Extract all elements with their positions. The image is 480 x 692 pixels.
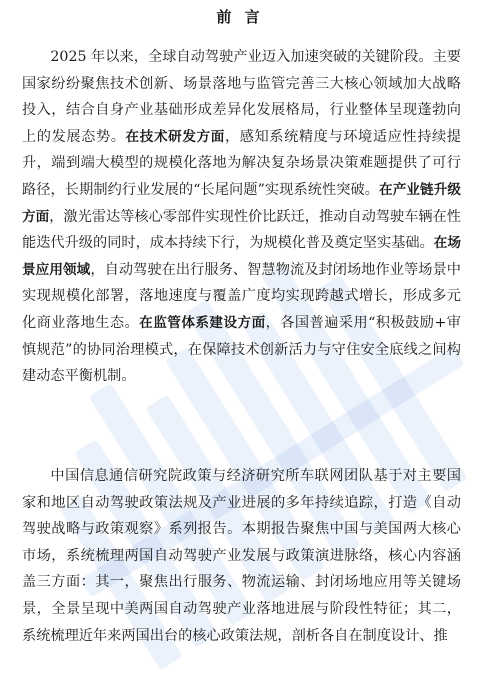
paragraph-text: ，感知系统精度与环境适应性持续提升，端到端大模型的规模化落地为解决复杂场景决策难题提供了可行路径，长期制约行业发展的“长尾问题”实现系统性突破。 [22,128,461,198]
section-heading-inline: 在产业链升级方面 [22,181,461,225]
paragraph [22,463,461,649]
paragraph-text: 中国信息通信研究院政策与经济研究所车联网团队基于对主要国家和地区自动驾驶政策法规及产业进展的多年持续追踪，打造《自动驾驶战略与政策观察》系列报告。本期报告聚焦中国与美国两大核心市场，系统梳理两国自动驾驶产业发展与政策演进脉络，核心内容涵盖三方面：其一，聚焦出行服务、物流运输、封闭场地应用等关键场景，全景呈现中美两国自动驾驶产业落地进展与阶段性特征；其二，系统梳理近年来两国出台的核心政策法规，剖析各自在制度设计、推 [22,468,461,644]
paragraph-text: 2025 年以来，全球自动驾驶产业迈入加速突破的关键阶段。主要国家纷纷聚焦技术创新、场景落地与监管完善三大核心领域加大战略投入，结合自身产业基础形成差异化发展格局，行业整体呈现蓬勃向上的发展态势。 [22,49,461,145]
section-heading-inline: 在监管体系建设方面 [139,314,266,331]
section-heading-inline: 在技术研发方面 [125,128,225,145]
paragraph [22,44,461,390]
page-title: 前 言 [216,8,264,26]
paragraph-text: ，激光雷达等核心零部件实现性价比跃迁，推动自动驾驶车辆在性能迭代升级的同时，成本持续下行，为规模化普及奠定坚实基础。 [22,208,461,252]
paragraph-text: ，各国普遍采用“积极鼓励+审慎规范”的协同治理模式，在保障技术创新活力与守住安全底线之间构建动态平衡机制。 [22,314,461,385]
paragraph-text: ，自动驾驶在出行服务、智慧物流及封闭场地作业等场景中实现规模化部署，落地速度与覆盖广度均实现跨越式增长，形成多元化商业落地生态。 [22,261,461,331]
section-heading-inline: 在场景应用领域 [22,235,461,278]
